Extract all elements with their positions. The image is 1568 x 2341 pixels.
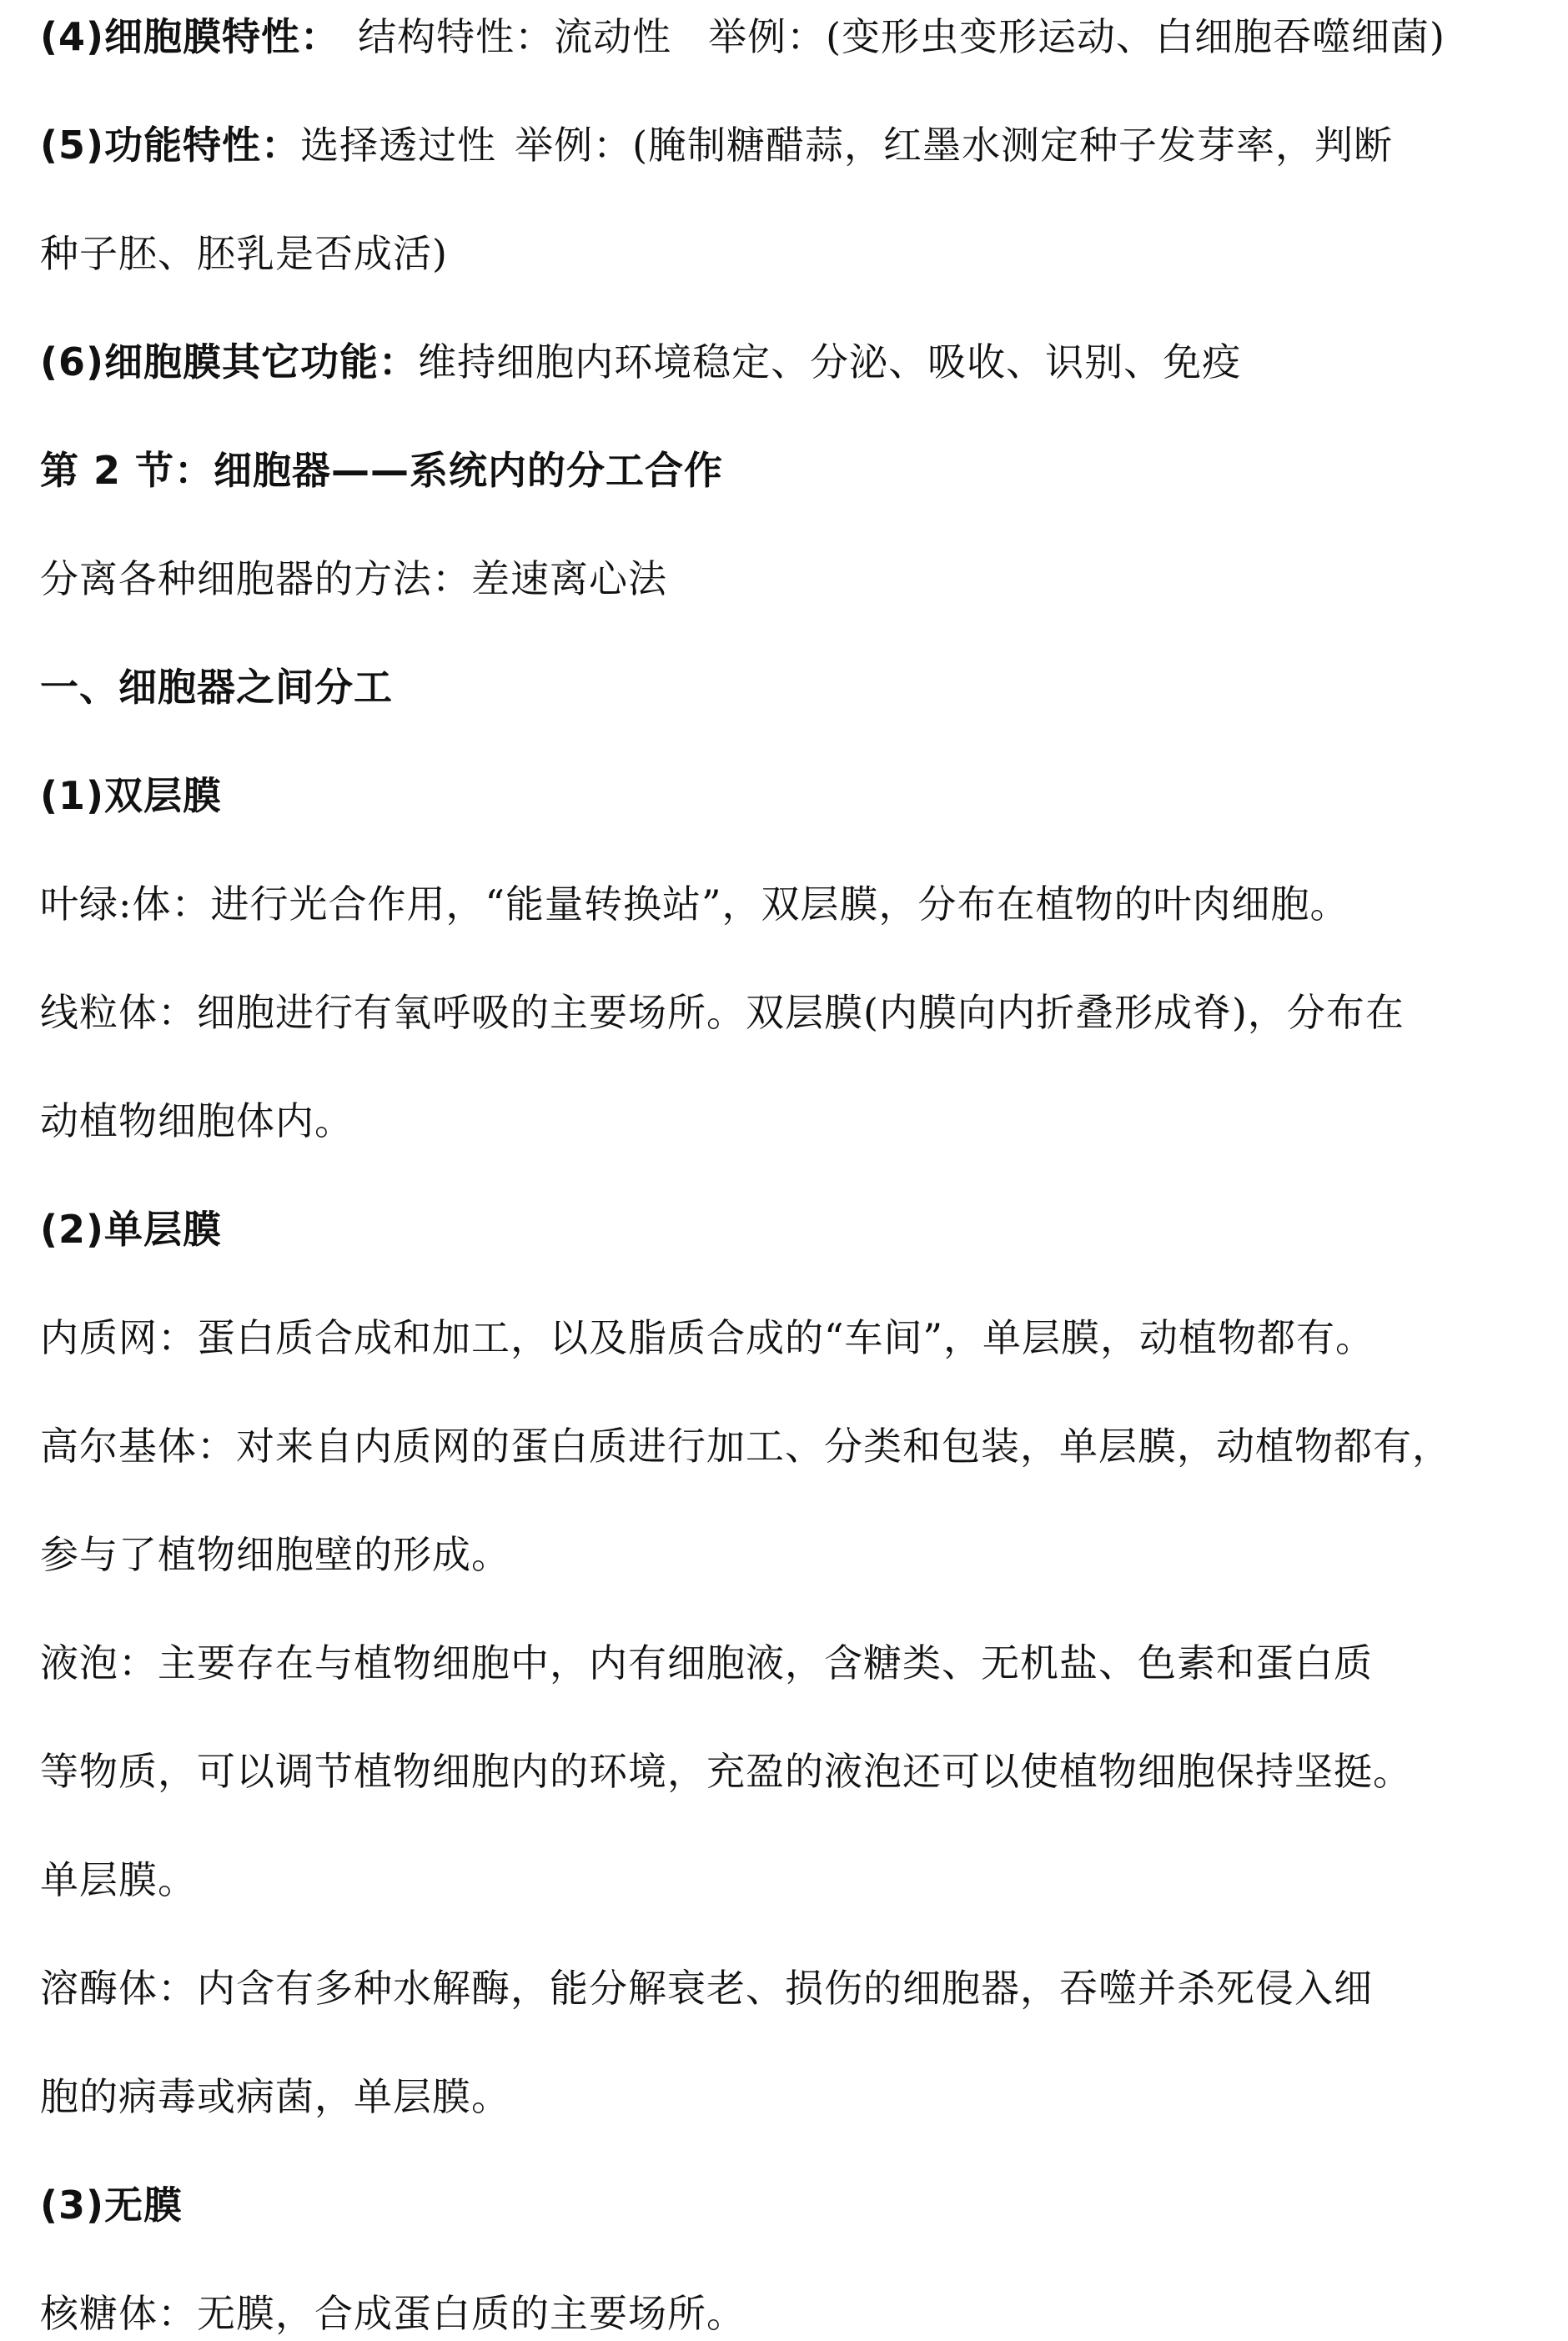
functional-example-text: 举例：(腌制糖醋蒜，红墨水测定种子发芽率，判断: [515, 123, 1394, 168]
line-functional-example-cont: [40, 229, 1550, 279]
line-vacuole: 液泡：主要存在与植物细胞中，内有细胞液，含糖类、无机盐、色素和蛋白质: [40, 1640, 1373, 1685]
structural-property-text: 结构特性：流动性: [358, 14, 672, 59]
line-functional-property: [40, 120, 1550, 170]
line-membrane-property: [40, 12, 1550, 62]
line-vacuole-cont2: 单层膜。: [40, 1857, 197, 1902]
functional-property-text: 选择透过性: [300, 123, 497, 168]
heading-other-functions: (6)细胞膜其它功能：: [40, 339, 419, 384]
structural-example-text: 举例：(变形虫变形运动、白细胞吞噬细菌): [708, 14, 1445, 59]
other-functions-text: 维持细胞内环境稳定、分泌、吸收、识别、免疫: [418, 339, 1242, 384]
line-separation-method: 分离各种细胞器的方法：差速离心法: [40, 556, 667, 601]
line-mitochondria-cont: 动植物细胞体内。: [40, 1098, 354, 1143]
heading-double-membrane: (1)双层膜: [40, 773, 223, 818]
line-lysosome: 溶酶体：内含有多种水解酶，能分解衰老、损伤的细胞器，吞噬并杀死侵入细: [40, 1966, 1373, 2011]
line-other-functions: [40, 337, 1550, 387]
section-title-organelles: 第 2 节：细胞器——系统内的分工合作: [40, 448, 724, 493]
heading-single-membrane: (2)单层膜: [40, 1207, 223, 1252]
line-vacuole-cont: 等物质，可以调节植物细胞内的环境，充盈的液泡还可以使植物细胞保持坚挺。: [40, 1749, 1412, 1794]
line-ribosome: 核糖体：无膜，合成蛋白质的主要场所。: [40, 2291, 746, 2336]
line-golgi-cont: 参与了植物细胞壁的形成。: [40, 1532, 510, 1577]
line-endoplasmic-reticulum: 内质网：蛋白质合成和加工，以及脂质合成的“车间”，单层膜，动植物都有。: [40, 1315, 1375, 1360]
line-lysosome-cont: 胞的病毒或病菌，单层膜。: [40, 2074, 510, 2119]
line-chloroplast: 叶绿:体：进行光合作用，“能量转换站”，双层膜，分布在植物的叶肉细胞。: [40, 882, 1349, 927]
subsection-title-division: 一、细胞器之间分工: [40, 665, 393, 710]
line-golgi: 高尔基体：对来自内质网的蛋白质进行加工、分类和包装，单层膜，动植物都有，: [40, 1424, 1451, 1469]
heading-no-membrane: (3)无膜: [40, 2183, 183, 2228]
heading-membrane-property: (4)细胞膜特性：: [40, 14, 340, 59]
paragraph-text: 种子胚、胚乳是否成活): [40, 231, 448, 276]
line-mitochondria: 线粒体：细胞进行有氧呼吸的主要场所。双层膜(内膜向内折叠形成脊)，分布在: [40, 990, 1405, 1035]
heading-functional-property: (5)功能特性：: [40, 123, 301, 168]
